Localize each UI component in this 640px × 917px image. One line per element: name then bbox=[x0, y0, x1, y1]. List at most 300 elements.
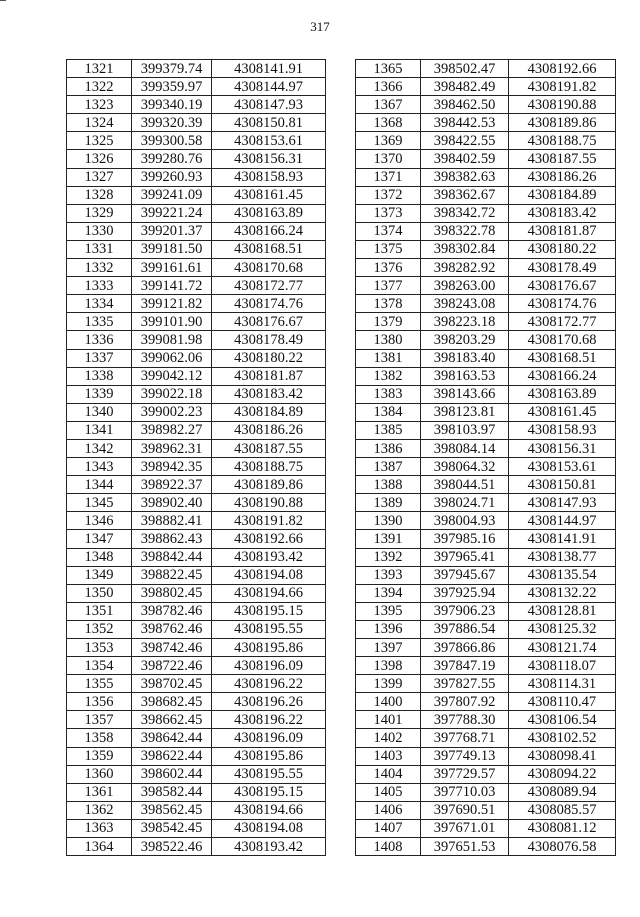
x-coordinate-cell: 399221.24 bbox=[132, 204, 212, 222]
y-coordinate-cell: 4308193.42 bbox=[212, 838, 326, 856]
table-row bbox=[67, 602, 326, 620]
y-coordinate-cell: 4308089.94 bbox=[509, 783, 616, 801]
y-coordinate-cell: 4308189.86 bbox=[212, 476, 326, 494]
table-row bbox=[356, 838, 616, 856]
point-number-cell: 1404 bbox=[356, 765, 421, 783]
x-coordinate-cell: 398302.84 bbox=[421, 240, 509, 258]
x-coordinate-cell: 398163.53 bbox=[421, 367, 509, 385]
point-number-cell: 1323 bbox=[67, 96, 132, 114]
x-coordinate-cell: 398622.44 bbox=[132, 747, 212, 765]
table-row bbox=[356, 240, 616, 258]
point-number-cell: 1395 bbox=[356, 602, 421, 620]
y-coordinate-cell: 4308191.82 bbox=[509, 78, 616, 96]
y-coordinate-cell: 4308153.61 bbox=[509, 458, 616, 476]
point-number-cell: 1376 bbox=[356, 259, 421, 277]
table-row bbox=[67, 60, 326, 78]
y-coordinate-cell: 4308192.66 bbox=[212, 530, 326, 548]
coordinates-table-left bbox=[66, 59, 326, 856]
table-row bbox=[67, 584, 326, 602]
point-number-cell: 1400 bbox=[356, 693, 421, 711]
point-number-cell: 1324 bbox=[67, 114, 132, 132]
point-number-cell: 1345 bbox=[67, 494, 132, 512]
x-coordinate-cell: 398702.45 bbox=[132, 675, 212, 693]
x-coordinate-cell: 399042.12 bbox=[132, 367, 212, 385]
point-number-cell: 1405 bbox=[356, 783, 421, 801]
table-row bbox=[356, 349, 616, 367]
point-number-cell: 1402 bbox=[356, 729, 421, 747]
table-row bbox=[67, 150, 326, 168]
table-row bbox=[67, 639, 326, 657]
table-row bbox=[67, 512, 326, 530]
table-row bbox=[356, 458, 616, 476]
table-row bbox=[356, 602, 616, 620]
point-number-cell: 1401 bbox=[356, 711, 421, 729]
table-row bbox=[67, 114, 326, 132]
y-coordinate-cell: 4308163.89 bbox=[212, 204, 326, 222]
point-number-cell: 1374 bbox=[356, 222, 421, 240]
x-coordinate-cell: 398103.97 bbox=[421, 421, 509, 439]
table-row bbox=[356, 150, 616, 168]
table-row bbox=[67, 222, 326, 240]
x-coordinate-cell: 398482.49 bbox=[421, 78, 509, 96]
table-row bbox=[67, 783, 326, 801]
x-coordinate-cell: 398742.46 bbox=[132, 639, 212, 657]
y-coordinate-cell: 4308183.42 bbox=[212, 385, 326, 403]
point-number-cell: 1394 bbox=[356, 584, 421, 602]
y-coordinate-cell: 4308194.66 bbox=[212, 801, 326, 819]
point-number-cell: 1340 bbox=[67, 403, 132, 421]
point-number-cell: 1348 bbox=[67, 548, 132, 566]
point-number-cell: 1369 bbox=[356, 132, 421, 150]
y-coordinate-cell: 4308195.86 bbox=[212, 747, 326, 765]
point-number-cell: 1382 bbox=[356, 367, 421, 385]
y-coordinate-cell: 4308194.66 bbox=[212, 584, 326, 602]
y-coordinate-cell: 4308176.67 bbox=[212, 313, 326, 331]
point-number-cell: 1359 bbox=[67, 747, 132, 765]
table-row bbox=[356, 259, 616, 277]
table-row bbox=[67, 747, 326, 765]
x-coordinate-cell: 398802.45 bbox=[132, 584, 212, 602]
point-number-cell: 1399 bbox=[356, 675, 421, 693]
x-coordinate-cell: 398582.44 bbox=[132, 783, 212, 801]
x-coordinate-cell: 398902.40 bbox=[132, 494, 212, 512]
point-number-cell: 1332 bbox=[67, 259, 132, 277]
point-number-cell: 1398 bbox=[356, 657, 421, 675]
point-number-cell: 1407 bbox=[356, 819, 421, 837]
y-coordinate-cell: 4308081.12 bbox=[509, 819, 616, 837]
table-row bbox=[67, 838, 326, 856]
x-coordinate-cell: 398442.53 bbox=[421, 114, 509, 132]
y-coordinate-cell: 4308166.24 bbox=[212, 222, 326, 240]
x-coordinate-cell: 399121.82 bbox=[132, 295, 212, 313]
table-row bbox=[67, 494, 326, 512]
y-coordinate-cell: 4308150.81 bbox=[212, 114, 326, 132]
x-coordinate-cell: 397788.30 bbox=[421, 711, 509, 729]
table-row bbox=[356, 385, 616, 403]
x-coordinate-cell: 399081.98 bbox=[132, 331, 212, 349]
table-row bbox=[67, 259, 326, 277]
point-number-cell: 1393 bbox=[356, 566, 421, 584]
x-coordinate-cell: 397729.57 bbox=[421, 765, 509, 783]
x-coordinate-cell: 399161.61 bbox=[132, 259, 212, 277]
table-row bbox=[67, 693, 326, 711]
x-coordinate-cell: 397807.92 bbox=[421, 693, 509, 711]
y-coordinate-cell: 4308190.88 bbox=[212, 494, 326, 512]
point-number-cell: 1364 bbox=[67, 838, 132, 856]
table-row bbox=[67, 331, 326, 349]
table-row bbox=[356, 584, 616, 602]
point-number-cell: 1406 bbox=[356, 801, 421, 819]
x-coordinate-cell: 398462.50 bbox=[421, 96, 509, 114]
point-number-cell: 1385 bbox=[356, 421, 421, 439]
y-coordinate-cell: 4308194.08 bbox=[212, 566, 326, 584]
y-coordinate-cell: 4308121.74 bbox=[509, 639, 616, 657]
y-coordinate-cell: 4308172.77 bbox=[509, 313, 616, 331]
point-number-cell: 1352 bbox=[67, 620, 132, 638]
table-row bbox=[356, 639, 616, 657]
table-row bbox=[67, 349, 326, 367]
table-row bbox=[356, 783, 616, 801]
table-row bbox=[356, 403, 616, 421]
x-coordinate-cell: 399280.76 bbox=[132, 150, 212, 168]
x-coordinate-cell: 399201.37 bbox=[132, 222, 212, 240]
table-row bbox=[356, 819, 616, 837]
x-coordinate-cell: 398064.32 bbox=[421, 458, 509, 476]
point-number-cell: 1327 bbox=[67, 168, 132, 186]
point-number-cell: 1346 bbox=[67, 512, 132, 530]
x-coordinate-cell: 397985.16 bbox=[421, 530, 509, 548]
y-coordinate-cell: 4308183.42 bbox=[509, 204, 616, 222]
y-coordinate-cell: 4308141.91 bbox=[212, 60, 326, 78]
y-coordinate-cell: 4308144.97 bbox=[509, 512, 616, 530]
table-row bbox=[356, 693, 616, 711]
x-coordinate-cell: 397651.53 bbox=[421, 838, 509, 856]
x-coordinate-cell: 399320.39 bbox=[132, 114, 212, 132]
x-coordinate-cell: 397749.13 bbox=[421, 747, 509, 765]
point-number-cell: 1387 bbox=[356, 458, 421, 476]
table-row bbox=[67, 168, 326, 186]
y-coordinate-cell: 4308158.93 bbox=[212, 168, 326, 186]
y-coordinate-cell: 4308114.31 bbox=[509, 675, 616, 693]
point-number-cell: 1333 bbox=[67, 277, 132, 295]
point-number-cell: 1373 bbox=[356, 204, 421, 222]
point-number-cell: 1365 bbox=[356, 60, 421, 78]
y-coordinate-cell: 4308188.75 bbox=[509, 132, 616, 150]
point-number-cell: 1353 bbox=[67, 639, 132, 657]
point-number-cell: 1356 bbox=[67, 693, 132, 711]
x-coordinate-cell: 398762.46 bbox=[132, 620, 212, 638]
x-coordinate-cell: 398342.72 bbox=[421, 204, 509, 222]
y-coordinate-cell: 4308161.45 bbox=[212, 186, 326, 204]
y-coordinate-cell: 4308076.58 bbox=[509, 838, 616, 856]
y-coordinate-cell: 4308187.55 bbox=[509, 150, 616, 168]
x-coordinate-cell: 398982.27 bbox=[132, 421, 212, 439]
point-number-cell: 1338 bbox=[67, 367, 132, 385]
point-number-cell: 1377 bbox=[356, 277, 421, 295]
x-coordinate-cell: 398882.41 bbox=[132, 512, 212, 530]
x-coordinate-cell: 397925.94 bbox=[421, 584, 509, 602]
table-row bbox=[67, 548, 326, 566]
table-row bbox=[356, 765, 616, 783]
table-row bbox=[356, 439, 616, 457]
y-coordinate-cell: 4308178.49 bbox=[509, 259, 616, 277]
x-coordinate-cell: 398123.81 bbox=[421, 403, 509, 421]
x-coordinate-cell: 398402.59 bbox=[421, 150, 509, 168]
point-number-cell: 1351 bbox=[67, 602, 132, 620]
y-coordinate-cell: 4308106.54 bbox=[509, 711, 616, 729]
point-number-cell: 1331 bbox=[67, 240, 132, 258]
point-number-cell: 1367 bbox=[356, 96, 421, 114]
table-row bbox=[67, 403, 326, 421]
point-number-cell: 1392 bbox=[356, 548, 421, 566]
table-row bbox=[356, 530, 616, 548]
y-coordinate-cell: 4308189.86 bbox=[509, 114, 616, 132]
x-coordinate-cell: 398642.44 bbox=[132, 729, 212, 747]
x-coordinate-cell: 397965.41 bbox=[421, 548, 509, 566]
y-coordinate-cell: 4308178.49 bbox=[212, 331, 326, 349]
table-row bbox=[67, 385, 326, 403]
point-number-cell: 1388 bbox=[356, 476, 421, 494]
x-coordinate-cell: 398542.45 bbox=[132, 819, 212, 837]
x-coordinate-cell: 397906.23 bbox=[421, 602, 509, 620]
y-coordinate-cell: 4308195.15 bbox=[212, 783, 326, 801]
x-coordinate-cell: 397866.86 bbox=[421, 639, 509, 657]
y-coordinate-cell: 4308192.66 bbox=[509, 60, 616, 78]
point-number-cell: 1362 bbox=[67, 801, 132, 819]
point-number-cell: 1325 bbox=[67, 132, 132, 150]
point-number-cell: 1372 bbox=[356, 186, 421, 204]
table-row bbox=[67, 277, 326, 295]
y-coordinate-cell: 4308094.22 bbox=[509, 765, 616, 783]
x-coordinate-cell: 398522.46 bbox=[132, 838, 212, 856]
point-number-cell: 1343 bbox=[67, 458, 132, 476]
point-number-cell: 1350 bbox=[67, 584, 132, 602]
x-coordinate-cell: 398203.29 bbox=[421, 331, 509, 349]
x-coordinate-cell: 399181.50 bbox=[132, 240, 212, 258]
table-row bbox=[67, 204, 326, 222]
table-row bbox=[356, 168, 616, 186]
point-number-cell: 1326 bbox=[67, 150, 132, 168]
x-coordinate-cell: 399002.23 bbox=[132, 403, 212, 421]
point-number-cell: 1358 bbox=[67, 729, 132, 747]
table-row bbox=[356, 367, 616, 385]
table-row bbox=[67, 711, 326, 729]
x-coordinate-cell: 397671.01 bbox=[421, 819, 509, 837]
point-number-cell: 1383 bbox=[356, 385, 421, 403]
y-coordinate-cell: 4308196.22 bbox=[212, 711, 326, 729]
y-coordinate-cell: 4308166.24 bbox=[509, 367, 616, 385]
y-coordinate-cell: 4308170.68 bbox=[509, 331, 616, 349]
table-row bbox=[356, 277, 616, 295]
y-coordinate-cell: 4308196.09 bbox=[212, 657, 326, 675]
x-coordinate-cell: 398362.67 bbox=[421, 186, 509, 204]
x-coordinate-cell: 398044.51 bbox=[421, 476, 509, 494]
x-coordinate-cell: 398602.44 bbox=[132, 765, 212, 783]
table-row bbox=[356, 675, 616, 693]
point-number-cell: 1396 bbox=[356, 620, 421, 638]
y-coordinate-cell: 4308190.88 bbox=[509, 96, 616, 114]
y-coordinate-cell: 4308168.51 bbox=[212, 240, 326, 258]
x-coordinate-cell: 399022.18 bbox=[132, 385, 212, 403]
table-row bbox=[356, 711, 616, 729]
y-coordinate-cell: 4308161.45 bbox=[509, 403, 616, 421]
y-coordinate-cell: 4308141.91 bbox=[509, 530, 616, 548]
table-row bbox=[67, 765, 326, 783]
x-coordinate-cell: 398662.45 bbox=[132, 711, 212, 729]
table-row bbox=[67, 439, 326, 457]
x-coordinate-cell: 399062.06 bbox=[132, 349, 212, 367]
y-coordinate-cell: 4308195.15 bbox=[212, 602, 326, 620]
table-row bbox=[67, 729, 326, 747]
point-number-cell: 1349 bbox=[67, 566, 132, 584]
point-number-cell: 1368 bbox=[356, 114, 421, 132]
x-coordinate-cell: 398024.71 bbox=[421, 494, 509, 512]
table-row bbox=[356, 313, 616, 331]
y-coordinate-cell: 4308184.89 bbox=[212, 403, 326, 421]
y-coordinate-cell: 4308138.77 bbox=[509, 548, 616, 566]
y-coordinate-cell: 4308194.08 bbox=[212, 819, 326, 837]
x-coordinate-cell: 399260.93 bbox=[132, 168, 212, 186]
table-row bbox=[67, 132, 326, 150]
point-number-cell: 1386 bbox=[356, 439, 421, 457]
y-coordinate-cell: 4308172.77 bbox=[212, 277, 326, 295]
x-coordinate-cell: 398263.00 bbox=[421, 277, 509, 295]
y-coordinate-cell: 4308186.26 bbox=[212, 421, 326, 439]
x-coordinate-cell: 398502.47 bbox=[421, 60, 509, 78]
table-row bbox=[67, 566, 326, 584]
y-coordinate-cell: 4308180.22 bbox=[509, 240, 616, 258]
point-number-cell: 1330 bbox=[67, 222, 132, 240]
point-number-cell: 1403 bbox=[356, 747, 421, 765]
x-coordinate-cell: 398842.44 bbox=[132, 548, 212, 566]
table-row bbox=[67, 313, 326, 331]
point-number-cell: 1397 bbox=[356, 639, 421, 657]
y-coordinate-cell: 4308195.55 bbox=[212, 620, 326, 638]
point-number-cell: 1341 bbox=[67, 421, 132, 439]
y-coordinate-cell: 4308176.67 bbox=[509, 277, 616, 295]
y-coordinate-cell: 4308102.52 bbox=[509, 729, 616, 747]
table-row bbox=[67, 657, 326, 675]
point-number-cell: 1381 bbox=[356, 349, 421, 367]
x-coordinate-cell: 399300.58 bbox=[132, 132, 212, 150]
point-number-cell: 1339 bbox=[67, 385, 132, 403]
y-coordinate-cell: 4308181.87 bbox=[212, 367, 326, 385]
point-number-cell: 1408 bbox=[356, 838, 421, 856]
table-row bbox=[67, 620, 326, 638]
x-coordinate-cell: 398822.45 bbox=[132, 566, 212, 584]
table-row bbox=[356, 78, 616, 96]
point-number-cell: 1371 bbox=[356, 168, 421, 186]
point-number-cell: 1370 bbox=[356, 150, 421, 168]
table-row bbox=[356, 801, 616, 819]
table-row bbox=[356, 204, 616, 222]
x-coordinate-cell: 398223.18 bbox=[421, 313, 509, 331]
y-coordinate-cell: 4308085.57 bbox=[509, 801, 616, 819]
table-row bbox=[67, 819, 326, 837]
x-coordinate-cell: 398084.14 bbox=[421, 439, 509, 457]
table-row bbox=[356, 114, 616, 132]
y-coordinate-cell: 4308180.22 bbox=[212, 349, 326, 367]
x-coordinate-cell: 399101.90 bbox=[132, 313, 212, 331]
table-row bbox=[67, 96, 326, 114]
x-coordinate-cell: 398183.40 bbox=[421, 349, 509, 367]
point-number-cell: 1344 bbox=[67, 476, 132, 494]
x-coordinate-cell: 398422.55 bbox=[421, 132, 509, 150]
x-coordinate-cell: 398322.78 bbox=[421, 222, 509, 240]
y-coordinate-cell: 4308170.68 bbox=[212, 259, 326, 277]
y-coordinate-cell: 4308156.31 bbox=[212, 150, 326, 168]
x-coordinate-cell: 397847.19 bbox=[421, 657, 509, 675]
y-coordinate-cell: 4308132.22 bbox=[509, 584, 616, 602]
point-number-cell: 1347 bbox=[67, 530, 132, 548]
point-number-cell: 1379 bbox=[356, 313, 421, 331]
point-number-cell: 1337 bbox=[67, 349, 132, 367]
table-row bbox=[356, 657, 616, 675]
y-coordinate-cell: 4308150.81 bbox=[509, 476, 616, 494]
point-number-cell: 1363 bbox=[67, 819, 132, 837]
point-number-cell: 1328 bbox=[67, 186, 132, 204]
y-coordinate-cell: 4308163.89 bbox=[509, 385, 616, 403]
table-row bbox=[356, 421, 616, 439]
point-number-cell: 1384 bbox=[356, 403, 421, 421]
x-coordinate-cell: 398922.37 bbox=[132, 476, 212, 494]
table-row bbox=[356, 476, 616, 494]
table-row bbox=[67, 530, 326, 548]
y-coordinate-cell: 4308196.22 bbox=[212, 675, 326, 693]
point-number-cell: 1321 bbox=[67, 60, 132, 78]
x-coordinate-cell: 398722.46 bbox=[132, 657, 212, 675]
point-number-cell: 1391 bbox=[356, 530, 421, 548]
x-coordinate-cell: 398004.93 bbox=[421, 512, 509, 530]
y-coordinate-cell: 4308125.32 bbox=[509, 620, 616, 638]
table-row bbox=[356, 60, 616, 78]
x-coordinate-cell: 398562.45 bbox=[132, 801, 212, 819]
y-coordinate-cell: 4308193.42 bbox=[212, 548, 326, 566]
x-coordinate-cell: 397768.71 bbox=[421, 729, 509, 747]
point-number-cell: 1378 bbox=[356, 295, 421, 313]
point-number-cell: 1355 bbox=[67, 675, 132, 693]
table-row bbox=[356, 494, 616, 512]
table-row bbox=[67, 458, 326, 476]
point-number-cell: 1389 bbox=[356, 494, 421, 512]
y-coordinate-cell: 4308187.55 bbox=[212, 439, 326, 457]
x-coordinate-cell: 397886.54 bbox=[421, 620, 509, 638]
point-number-cell: 1329 bbox=[67, 204, 132, 222]
table-row bbox=[67, 78, 326, 96]
table-row bbox=[67, 675, 326, 693]
point-number-cell: 1336 bbox=[67, 331, 132, 349]
point-number-cell: 1360 bbox=[67, 765, 132, 783]
y-coordinate-cell: 4308196.09 bbox=[212, 729, 326, 747]
scan-edge-mark bbox=[0, 0, 6, 7]
x-coordinate-cell: 399241.09 bbox=[132, 186, 212, 204]
point-number-cell: 1354 bbox=[67, 657, 132, 675]
x-coordinate-cell: 398782.46 bbox=[132, 602, 212, 620]
x-coordinate-cell: 399379.74 bbox=[132, 60, 212, 78]
table-row bbox=[356, 132, 616, 150]
table-row bbox=[67, 295, 326, 313]
table-row bbox=[356, 331, 616, 349]
table-row bbox=[356, 295, 616, 313]
table-row bbox=[356, 729, 616, 747]
table-row bbox=[67, 421, 326, 439]
y-coordinate-cell: 4308191.82 bbox=[212, 512, 326, 530]
point-number-cell: 1361 bbox=[67, 783, 132, 801]
point-number-cell: 1357 bbox=[67, 711, 132, 729]
y-coordinate-cell: 4308174.76 bbox=[509, 295, 616, 313]
table-row bbox=[356, 512, 616, 530]
x-coordinate-cell: 398282.92 bbox=[421, 259, 509, 277]
